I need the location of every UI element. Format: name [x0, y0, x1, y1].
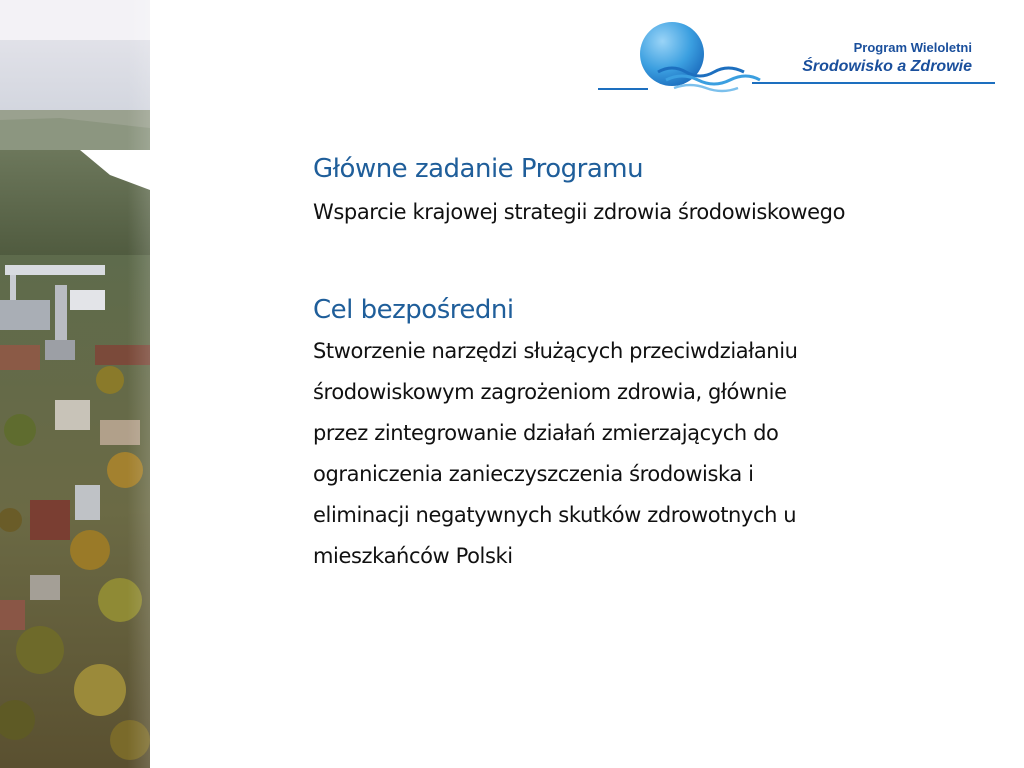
direct-goal-line: przez zintegrowanie działań zmierzających do	[313, 421, 779, 445]
globe-wave-icon	[636, 22, 761, 98]
direct-goal-line: Stworzenie narzędzi służących przeciwdziałaniu	[313, 339, 798, 363]
logo-program-label: Program Wieloletni	[853, 40, 972, 55]
direct-goal-section	[313, 291, 1003, 577]
direct-goal-line: środowiskowym zagrożeniom zdrowia, głównie	[313, 380, 787, 404]
main-task-text: Wsparcie krajowej strategii zdrowia środowiskowego	[313, 200, 846, 224]
logo-program-name: Środowisko a Zdrowie	[802, 58, 972, 75]
direct-goal-line: ograniczenia zanieczyszczenia środowiska i	[313, 462, 754, 486]
main-task-heading: Główne zadanie Programu	[313, 154, 644, 184]
logo-right-rule	[752, 82, 995, 84]
direct-goal-line: eliminacji negatywnych skutków zdrowotnych u	[313, 503, 797, 527]
slide-content	[313, 150, 1003, 577]
direct-goal-text	[313, 331, 953, 577]
direct-goal-line: mieszkańców Polski	[313, 544, 513, 568]
program-logo	[596, 22, 996, 94]
landscape-photo	[0, 0, 150, 768]
direct-goal-heading: Cel bezpośredni	[313, 295, 514, 325]
